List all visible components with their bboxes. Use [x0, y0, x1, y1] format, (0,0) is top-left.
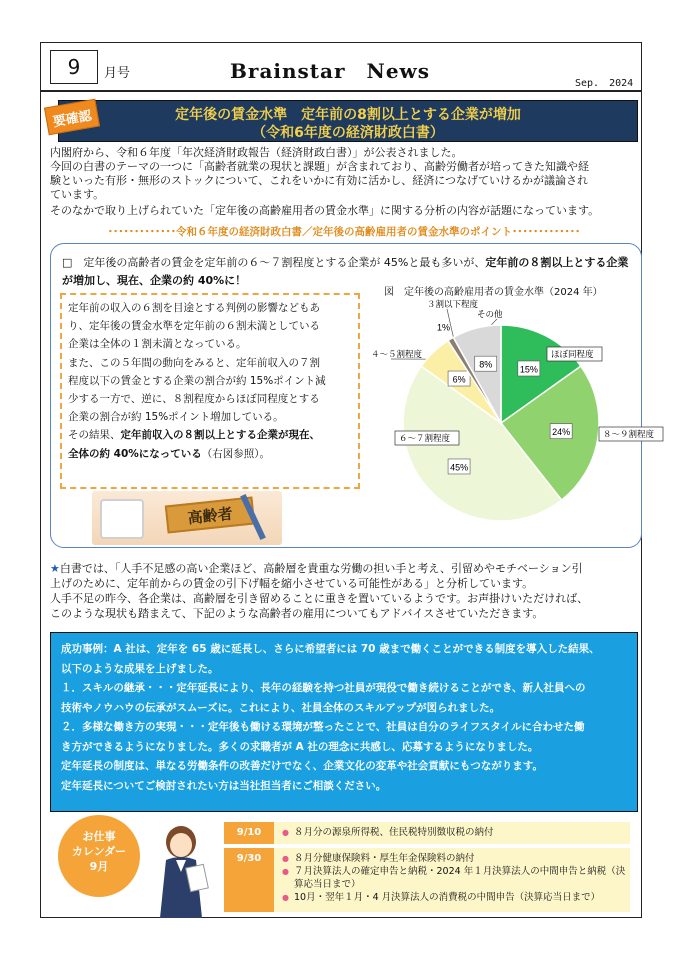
pie-value-label: 15%: [519, 364, 538, 375]
pie-category-label: ８～９割程度: [603, 429, 655, 439]
analysis-line: このような現状も踏まえて、下記のような高齢者の雇用についてもアドバイスさせていただきます。: [50, 607, 544, 620]
calendar-date: 9/30: [224, 848, 274, 912]
pie-value-label: 8%: [479, 359, 493, 370]
calendar-badge: お仕事 カレンダー 9月: [58, 815, 140, 897]
note-line: 企業は全体の１割未満となっている。: [68, 338, 247, 351]
note-line: 定年前の収入の６割を目途とする判例の影響などもあ: [68, 302, 320, 314]
pie-category-label: ほぼ同程度: [551, 349, 594, 359]
analysis-note: [60, 293, 360, 489]
issue-number: 9: [67, 55, 81, 79]
phone-icon: [100, 499, 144, 539]
wage-level-pie-chart: [365, 295, 655, 525]
pie-value-label: 45%: [450, 462, 469, 473]
photo-tag: 高齢者: [165, 496, 255, 533]
newsletter-title: Brainstar News: [230, 59, 431, 83]
case-line: ２．多様な働き方の実現・・・定年後も働ける環境が整ったことで、社員は自分のライフスタイルに合わせた働: [61, 721, 585, 733]
headline-line1: 定年後の賃金水準 定年前の8割以上とする企業が増加: [175, 107, 521, 123]
issue-number-box: [50, 50, 98, 84]
office-worker-illustration: [148, 820, 218, 918]
note-line: また、この５年間の動向をみると、定年前収入の７割: [68, 356, 320, 369]
note-line: 全体の約 40%になっている（右図参照）。: [68, 447, 271, 460]
points-heading: ･････････････令和６年度の経済財政白書／定年後の高齢雇用者の賃金水準のポイント･････････････: [107, 226, 581, 238]
case-line: 技術やノウハウの伝承がスムーズに。これにより、社員全体のスキルアップが図られました。: [61, 701, 501, 714]
intro-line: ています。: [50, 188, 105, 201]
calendar-item: ● ７月決算法人の確定申告と納税・2024 年１月決算法人の中間申告と納税（決算応当日まで）: [282, 865, 626, 891]
chart-title: 図 定年後の高齢雇用者の賃金水準（2024 年）: [384, 287, 603, 298]
calendar-date: 9/10: [224, 822, 274, 844]
analysis-line: ★白書では、「人手不足感の高い企業ほど、高齢層を貴重な労働の担い手と考え、引留めやモチベーション引: [50, 562, 583, 575]
note-line: 少する一方で、逆に、８割程度からほぼ同程度とする: [68, 393, 320, 406]
calendar-row: [224, 848, 630, 912]
case-line: き方ができるようになりました。多くの求職者が A 社の理念に共感し、応募するようになりました。: [61, 740, 539, 753]
note-line: 企業の割合が約 15%ポイント増加している。: [68, 411, 284, 424]
pie-value-label: 6%: [452, 374, 466, 385]
calendar-row: [224, 822, 630, 844]
case-line: 以下のような成果を上げました。: [61, 662, 219, 675]
intro-line: 内閣府から、令和６年度「年次経済財政報告（経済財政白書）」が公表されました。: [50, 146, 463, 159]
pie-value-label: 24%: [552, 427, 571, 438]
pie-value-label: 1%: [436, 322, 450, 333]
calendar-item: ● ８月分健康保険料・厚生年金保険料の納付: [282, 852, 626, 865]
pie-category-label: ４～５割程度: [371, 349, 423, 359]
intro-line: 験といった有形・無形のストックについて、これをいかに有効に活かし、経済につなげていけるかが議論され: [50, 174, 589, 187]
note-line: その結果、定年前収入の８割以上とする企業が現在、: [68, 429, 320, 442]
calendar-item: ● ８月分の源泉所得税、住民税特別徴収税の納付: [282, 826, 626, 839]
headline-line2: （令和6年度の経済財政白書）: [252, 125, 444, 141]
check-badge: 要確認: [44, 99, 100, 136]
case-line: 定年延長についてご検討されたい方は当社担当者にご相談ください。: [61, 779, 387, 792]
pie-category-label: その他: [477, 309, 503, 319]
star-icon: ★: [50, 562, 60, 575]
case-line: １．スキルの継承・・・定年延長により、長年の経験を持つ社員が現役で働き続けることができ、新人社員への: [61, 682, 586, 694]
note-line: り、定年後の賃金水準を定年前の６割未満としている: [68, 320, 320, 333]
elderly-photo: [92, 491, 282, 545]
pie-category-label: ３割以下程度: [427, 299, 479, 309]
pie-category-label: ６～７割程度: [399, 433, 451, 443]
case-line: 成功事例：A 社は、定年を 65 歳に延長し、さらに希望者には 70 歳まで働くことができる制度を導入した結果、: [61, 643, 600, 655]
intro-line: そのなかで取り上げられていた「定年後の高齢雇用者の賃金水準」に関する分析の内容が話題になっています。: [50, 204, 600, 217]
analysis-line: 上げのために、定年前からの賃金の引下げ幅を縮小させている可能性がある」と分析しています。: [50, 577, 534, 590]
lead-part1: □ 定年後の高齢者の賃金を定年前の６～７割程度とする企業が 45%と最も多いが、: [62, 256, 486, 269]
note-line: 程度以下の賃金とする企業の割合が約 15%ポイント減: [68, 374, 326, 387]
analysis-line: 人手不足の昨今、各企業は、高齢層を引き留めることに重きを置いているようです。お声掛けいただければ、: [50, 592, 589, 605]
header-rule: [40, 90, 642, 92]
lead-part2: 定年前の８割以上とする企業が増加し、現在、企業の約 40%に！: [62, 256, 629, 287]
success-case-box: [50, 632, 638, 812]
calendar-item: ● 10月・翌年１月・4 月決算法人の消費税の中間申告（決算応当日まで）: [282, 891, 626, 904]
issue-unit: 月号: [104, 66, 131, 81]
headline-banner: [58, 100, 638, 142]
issue-date: Sep. 2024: [575, 78, 634, 89]
case-line: 定年延長の制度は、単なる労働条件の改善だけでなく、企業文化の変革や社会貢献にもつながります。: [61, 760, 543, 772]
intro-line: 今回の白書のテーマの一つに「高齢者就業の現状と課題」が含まれており、高齢労働者が培ってきた知識や経: [50, 160, 589, 173]
